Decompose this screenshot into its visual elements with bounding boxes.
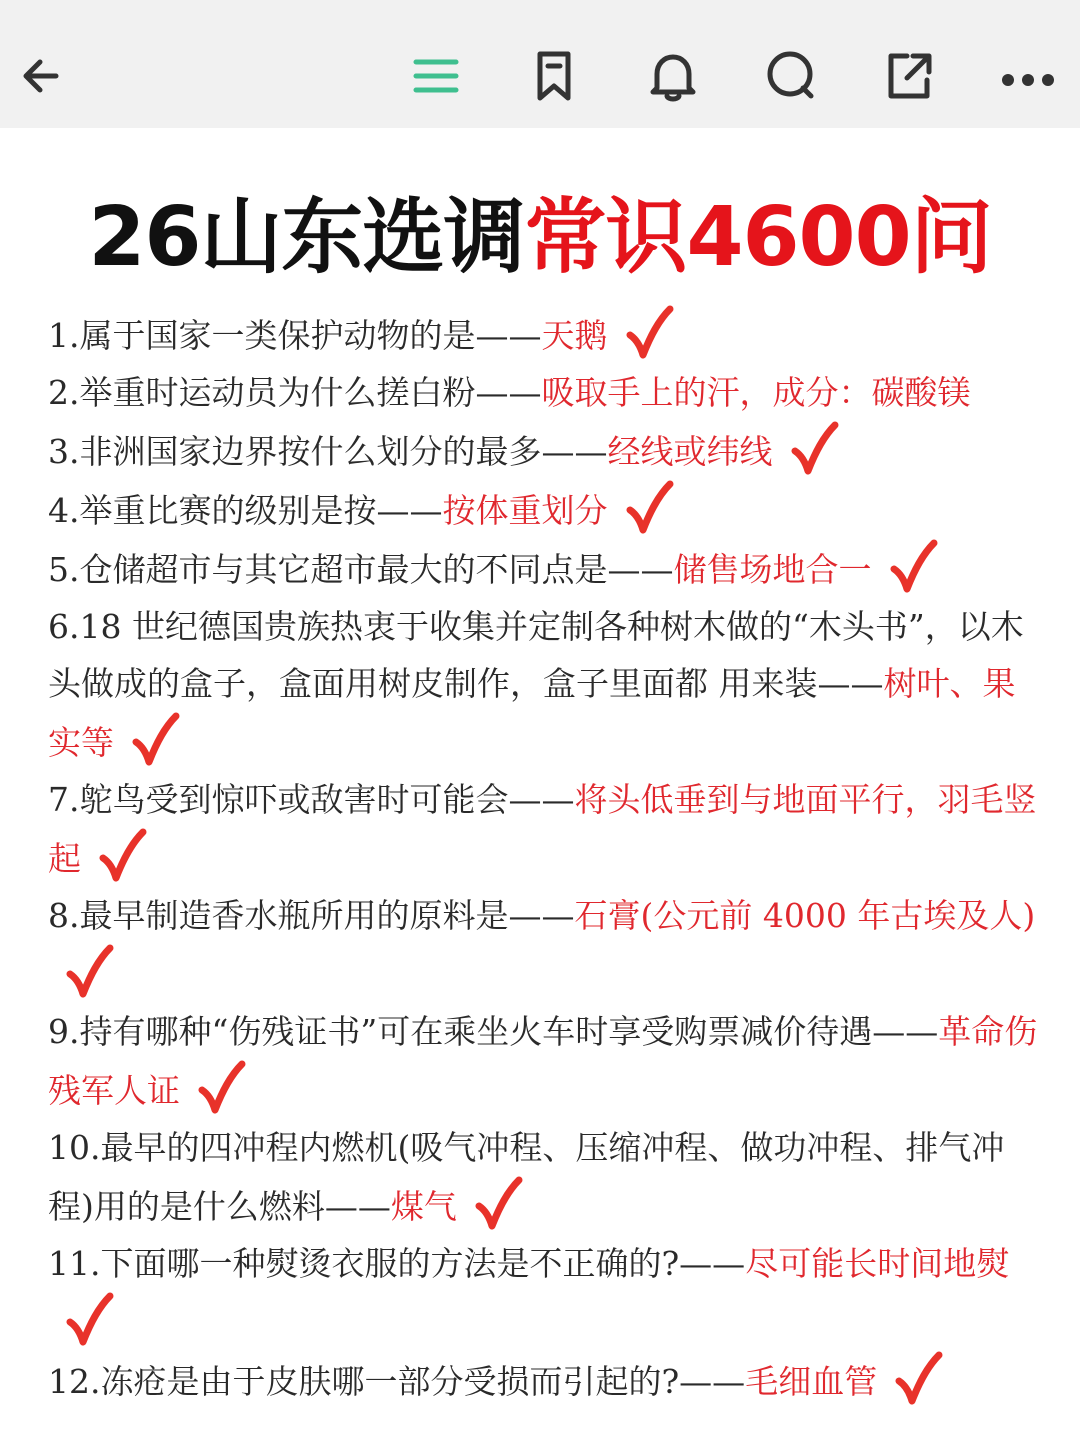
answer-text: 天鹅: [541, 316, 608, 355]
answer-text: 毛细血管: [745, 1362, 878, 1401]
question-text: 6.18 世纪德国贵族热衷于收集并定制各种树木做的“木头书”，以木头做成的盒子，盒面用树皮制作，盒子里面都 用来装——: [48, 607, 1024, 703]
question-item: [48, 539, 1038, 598]
checkmark-icon: [895, 1351, 943, 1405]
checkmark-icon: [66, 1292, 114, 1346]
question-item: [48, 887, 1038, 1003]
answer-text: 石膏(公元前 4000 年古埃及人): [574, 896, 1036, 935]
question-text: 9.持有哪种“伤残证书”可在乘坐火车时享受购票减价待遇——: [48, 1012, 939, 1051]
answer-text: 尽可能长时间地熨: [745, 1244, 1010, 1283]
question-text: 4.举重比赛的级别是按——: [48, 491, 443, 530]
checkmark-icon: [66, 944, 114, 998]
back-arrow-icon[interactable]: [8, 40, 80, 112]
question-item: [48, 1235, 1038, 1351]
answer-text: 按体重划分: [442, 491, 608, 530]
question-text: 1.属于国家一类保护动物的是——: [48, 316, 542, 355]
answer-text: 将头低垂到与地面平行，羽毛竖起: [48, 780, 1037, 878]
title-red-part: 常识4600问: [524, 190, 992, 285]
question-item: [48, 1351, 1038, 1410]
question-item: [48, 364, 1038, 421]
checkmark-icon: [890, 539, 938, 593]
question-item: [48, 771, 1038, 887]
question-item: [48, 421, 1038, 480]
checkmark-icon: [626, 480, 674, 534]
answer-text: 储售场地合一: [673, 550, 872, 589]
question-item: [48, 1119, 1038, 1235]
question-text: 12.冻疮是由于皮肤哪一部分受损而引起的?——: [48, 1362, 746, 1401]
answer-text: 树叶、果实等: [48, 664, 1016, 762]
bookmark-icon[interactable]: [518, 40, 590, 112]
answer-text: 吸取手上的汗，成分：碳酸镁: [541, 373, 971, 412]
question-item: [48, 305, 1038, 364]
question-text: 5.仓储超市与其它超市最大的不同点是——: [48, 550, 674, 589]
question-item: [48, 1003, 1038, 1119]
title-black-part: 26山东选调: [88, 190, 525, 285]
question-text: 3.非洲国家边界按什么划分的最多——: [48, 432, 608, 471]
share-icon[interactable]: [873, 40, 945, 112]
more-icon[interactable]: [992, 40, 1064, 112]
page-title: [0, 188, 1080, 288]
question-text: 10.最早的四冲程内燃机(吸气冲程、压缩冲程、做功冲程、排气冲程)用的是什么燃料——: [48, 1128, 1005, 1226]
bell-icon[interactable]: [637, 40, 709, 112]
question-list: [48, 305, 1038, 1410]
comment-icon[interactable]: [755, 40, 827, 112]
answer-text: 革命伤残军人证: [48, 1012, 1038, 1110]
answer-text: 经线或纬线: [607, 432, 773, 471]
question-text: 2.举重时运动员为什么搓白粉——: [48, 373, 542, 412]
checkmark-icon: [132, 712, 180, 766]
question-item: [48, 598, 1038, 771]
checkmark-icon: [475, 1176, 523, 1230]
checkmark-icon: [198, 1060, 246, 1114]
question-text: 11.下面哪一种熨烫衣服的方法是不正确的?——: [48, 1244, 746, 1283]
question-item: [48, 480, 1038, 539]
menu-icon[interactable]: [400, 40, 472, 112]
top-toolbar: [0, 0, 1080, 128]
question-text: 7.鸵鸟受到惊吓或敌害时可能会——: [48, 780, 575, 819]
checkmark-icon: [99, 828, 147, 882]
answer-text: 煤气: [390, 1187, 457, 1226]
question-text: 8.最早制造香水瓶所用的原料是——: [48, 896, 575, 935]
checkmark-icon: [791, 421, 839, 475]
checkmark-icon: [626, 305, 674, 359]
